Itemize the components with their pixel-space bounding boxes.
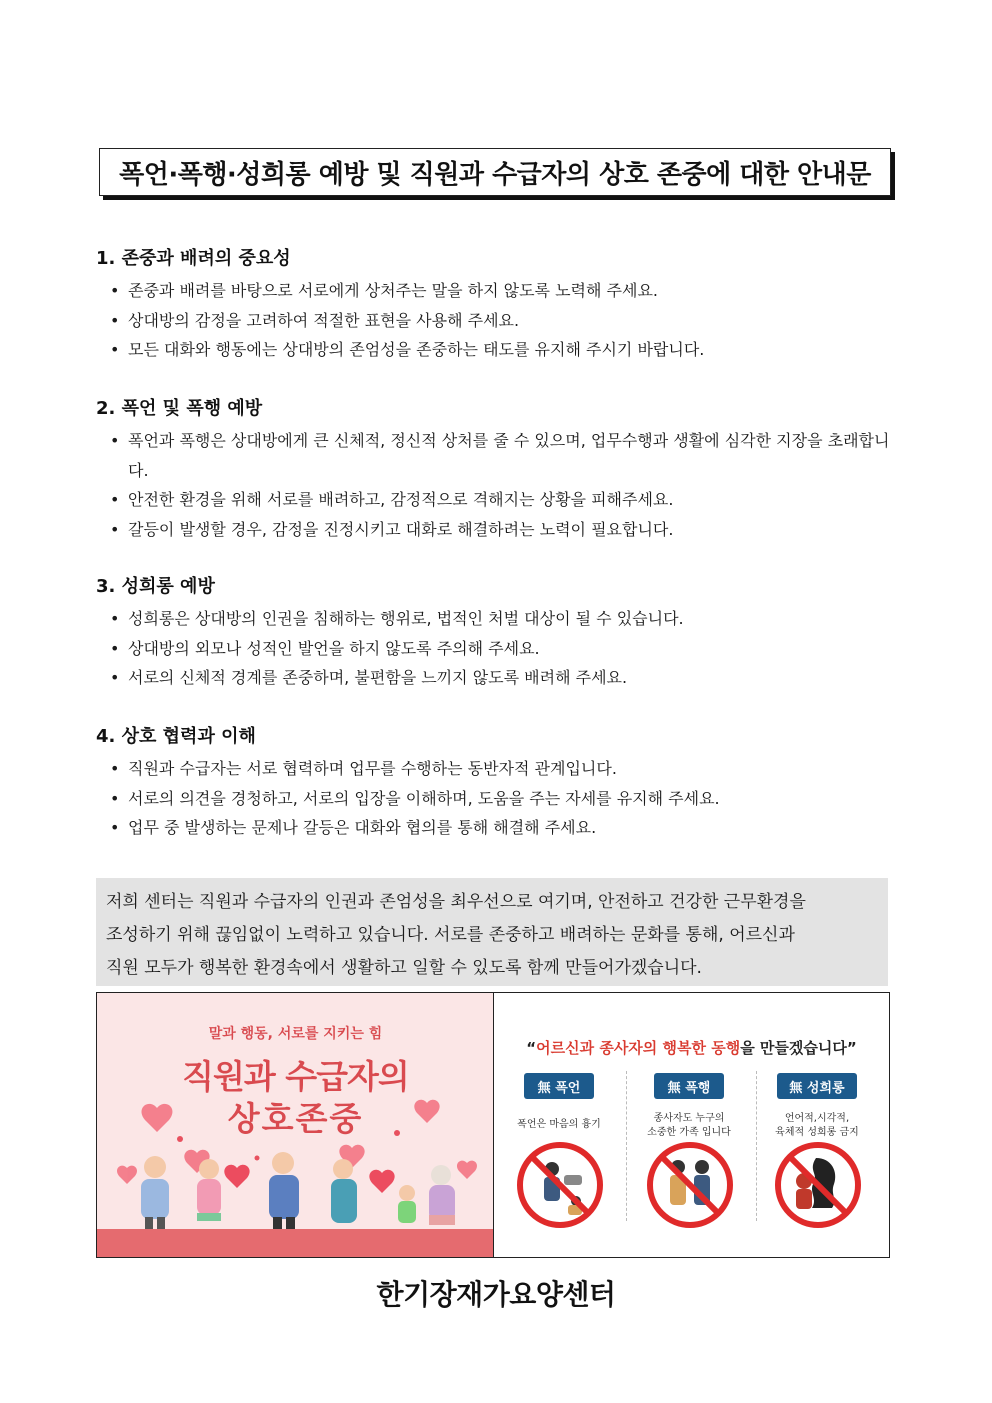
section-heading: 3. 성희롱 예방 (96, 576, 215, 597)
badge-caption: 소중한 가족 입니다 (647, 1127, 731, 1138)
bullet-item: • 서로의 신체적 경계를 존중하며, 불편함을 느끼지 않도록 배려해 주세요. (96, 663, 906, 693)
badge-caption: 언어적,시각적, (784, 1113, 850, 1124)
prohibition-poster (494, 993, 889, 1257)
notice-line: 조성하기 위해 끊임없이 노력하고 있습니다. 서로를 존중하고 배려하는 문화를 통해, 어르신과 (106, 925, 795, 945)
badge-caption: 종사자도 누구의 (653, 1113, 725, 1124)
mutual-respect-poster (97, 993, 494, 1257)
section-harassment-prevention (96, 575, 906, 693)
prohibit-icon (650, 1145, 730, 1225)
no-violence-badge: 無 폭행 (654, 1073, 724, 1099)
section-heading: 1. 존중과 배려의 중요성 (96, 248, 291, 269)
slogan-highlight: 어르신과 종사자의 행복한 동행 (536, 1039, 741, 1057)
badge-caption: 육체적 성희롱 금지 (775, 1127, 859, 1138)
poster-headline: 직원과 수급자의 (182, 1057, 409, 1096)
bullet-item: • 성희롱은 상대방의 인권을 침해하는 행위로, 법적인 처벌 대상이 될 수 있습니다. (96, 604, 906, 634)
bullet-list (96, 426, 906, 544)
notice-line: 저희 센터는 직원과 수급자의 인권과 존엄성을 최우선으로 여기며, 안전하고 건강한 근무환경을 (106, 892, 806, 912)
no-verbal-abuse-badge: 無 폭언 (524, 1073, 594, 1099)
prohibit-icon (778, 1145, 858, 1225)
notice-line: 직원 모두가 행복한 환경속에서 생활하고 일할 수 있도록 함께 만들어가겠습니다. (106, 958, 702, 978)
slogan-rest: 을 만들겠습니다” (740, 1039, 857, 1057)
prohibit-icon (520, 1145, 600, 1225)
center-name: 한기장재가요양센터 (376, 1278, 616, 1311)
bullet-item: • 상대방의 외모나 성적인 발언을 하지 않도록 주의해 주세요. (96, 634, 906, 664)
section-heading: 4. 상호 협력과 이해 (96, 726, 256, 747)
slogan-quote-open: “ (526, 1039, 537, 1057)
poster-slogan (494, 1037, 889, 1058)
section-respect (96, 247, 906, 365)
bullet-item: • 직원과 수급자는 서로 협력하며 업무를 수행하는 동반자적 관계입니다. (96, 754, 906, 784)
section-cooperation (96, 725, 906, 843)
page-title: 폭언·폭행·성희롱 예방 및 직원과 수급자의 상호 존중에 대한 안내문 (99, 148, 891, 196)
poster-headline: 상호존중 (227, 1099, 364, 1138)
bullet-item: • 안전한 환경을 위해 서로를 배려하고, 감정적으로 격해지는 상황을 피해주세요. (96, 485, 906, 515)
badge-divider (626, 1071, 627, 1221)
bullet-list (96, 276, 906, 365)
bullet-item: • 존중과 배려를 바탕으로 서로에게 상처주는 말을 하지 않도록 노력해 주세요. (96, 276, 906, 306)
bullet-list (96, 754, 906, 843)
bullet-item: • 상대방의 감정을 고려하여 적절한 표현을 사용해 주세요. (96, 306, 906, 336)
bullet-item: • 모든 대화와 행동에는 상대방의 존엄성을 존중하는 태도를 유지해 주시기 바랍니다. (96, 335, 906, 365)
no-sexual-harassment-badge: 無 성희롱 (777, 1073, 857, 1099)
poster-tagline: 말과 행동, 서로를 지키는 힘 (208, 1026, 383, 1042)
poster-images (96, 992, 890, 1258)
bullet-item: • 업무 중 발생하는 문제나 갈등은 대화와 협의를 통해 해결해 주세요. (96, 813, 906, 843)
bullet-item: • 폭언과 폭행은 상대방에게 큰 신체적, 정신적 상처를 줄 수 있으며, 업무수행과 생활에 심각한 지장을 초래합니다. (96, 426, 906, 485)
badge-divider (756, 1071, 757, 1221)
section-heading: 2. 폭언 및 폭행 예방 (96, 398, 263, 419)
section-violence-prevention (96, 397, 906, 544)
bullet-item: • 갈등이 발생할 경우, 감정을 진정시키고 대화로 해결하려는 노력이 필요합니다. (96, 515, 906, 545)
center-notice-box (96, 878, 888, 986)
bullet-item: • 서로의 의견을 경청하고, 서로의 입장을 이해하며, 도움을 주는 자세를 유지해 주세요. (96, 784, 906, 814)
badge-caption: 폭언은 마음의 흉기 (517, 1119, 601, 1130)
bullet-list (96, 604, 906, 693)
